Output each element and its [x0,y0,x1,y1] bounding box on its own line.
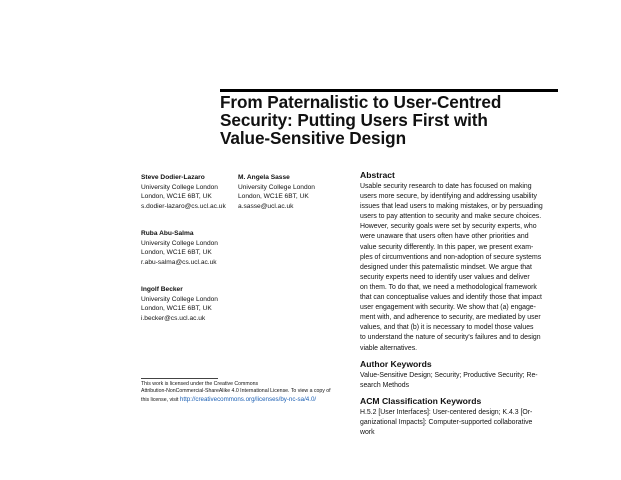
author-block [141,285,218,323]
author-affiliation: University College London [141,239,218,247]
author-name: M. Angela Sasse [238,174,290,181]
abstract-line: were unaware that users often have other priorities and [360,233,529,241]
title-line: Security: Putting Users First with [220,110,488,130]
footnote-divider [141,378,218,379]
author-keywords-section [360,359,565,391]
acm-text [360,408,565,438]
acm-line: work [360,428,375,436]
author-name: Steve Dodier-Lazaro [141,174,205,181]
abstract-line: that can conceptualise values and identify those that impact [360,294,542,302]
abstract-line: Usable security research to date has focused on making [360,183,532,190]
abstract-line: ment with, and adherence to security, are mediated by user [360,314,541,322]
license-line [141,396,341,405]
author-address: London, WC1E 6BT, UK [141,249,212,257]
author-name: Ingolf Becker [141,286,183,293]
license-line: Attribution-NonCommercial-ShareAlike 4.0 International License. To view a copy of [141,388,331,395]
abstract-line: to understand the nature of security's failures and to design [360,334,541,342]
author-email: i.becker@cs.ucl.ac.uk [141,314,206,322]
keywords-heading: Author Keywords [360,358,432,369]
abstract-line: ples of circumventions and non-adoption of secure systems [360,253,542,261]
acm-classification-section [360,396,565,438]
abstract-line: designed under this paternalistic mindset. We argue that [360,263,532,271]
keywords-line: Value-Sensitive Design; Security; Productive Security; Re- [360,371,538,379]
keywords-text [360,371,565,391]
abstract-line: However, security goals were set by security experts, who [360,223,537,231]
acm-line: H.5.2 [User Interfaces]: User-centered design; K.4.3 [Or- [360,408,533,416]
author-email: s.dodier-lazaro@cs.ucl.ac.uk [141,202,226,210]
license-notice [141,378,341,404]
abstract-text [360,182,565,354]
author-affiliation: University College London [141,295,218,303]
author-name: Ruba Abu-Salma [141,230,194,237]
author-address: London, WC1E 6BT, UK [238,193,309,201]
author-address: London, WC1E 6BT, UK [141,193,212,201]
paper-title [220,93,565,147]
right-column [360,170,565,438]
abstract-line: values, and that (b) it is necessary to model those values [360,324,534,332]
keywords-line: search Methods [360,381,410,389]
author-email: a.sasse@ucl.ac.uk [238,202,294,210]
author-email: r.abu-salma@cs.ucl.ac.uk [141,258,217,266]
abstract-line: users to pay attention to security and make secure choices. [360,213,542,221]
abstract-line: viable alternatives. [360,344,418,352]
author-block [141,229,218,267]
acm-heading: ACM Classification Keywords [360,395,482,406]
abstract-line: value security differently. In this paper, we present exam- [360,243,534,251]
license-link[interactable]: http://creativecommons.org/licenses/by-nc-sa/4.0/ [179,395,317,403]
abstract-line: security experts need to identify user values and deliver [360,273,530,281]
title-line: From Paternalistic to User-Centred [220,92,502,112]
author-address: London, WC1E 6BT, UK [141,305,212,313]
acm-line: ganizational Impacts]: Computer-supported collaborative [360,418,533,426]
abstract-heading: Abstract [360,170,395,180]
title-line: Value-Sensitive Design [220,128,406,148]
abstract-line: on them. To do that, we need a methodological framework [360,283,537,291]
abstract-line: users more secure, by identifying and addressing usability [360,193,537,201]
author-block [238,173,315,211]
author-affiliation: University College London [141,183,218,191]
abstract-line: user engagement with security. We show that (a) engage- [360,304,536,312]
abstract-line: issues that lead users to making mistakes, or by persuading [360,203,543,211]
author-block [141,173,226,211]
license-line: This work is licensed under the Creative Commons [141,380,259,387]
license-prefix: this license, visit [141,396,180,403]
author-affiliation: University College London [238,183,315,191]
